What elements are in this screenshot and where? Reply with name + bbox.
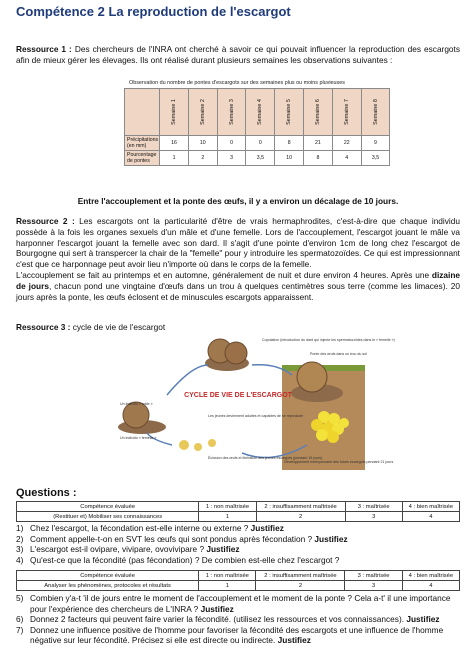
young-snails-illustration [179, 439, 216, 451]
diagram-label-bottom-mid: Éclosion des œufs et libération des jeunes escargots (pendant 15 jours) [208, 456, 323, 460]
grid-score-1[interactable]: 1 [199, 512, 256, 522]
ressource-1-body: Des chercheurs de l'INRA ont cherché à savoir ce qui pouvait influencer la reproduction des escargots afin de mieux gérer les élevages. Ils ont réalisé durant plusieurs semaines les observations suivantes : [16, 44, 460, 65]
question-item [16, 614, 460, 625]
question-text: Donnez 2 facteurs qui peuvent faire varier la fécondité. (utilisez les ressources et vos connaissances). Justifiez [30, 614, 440, 625]
grid-competence: Analyser les phénomènes, protocoles et résultats [17, 581, 199, 591]
grid-level-1: 1 : non maîtrisée [199, 502, 256, 512]
grid-level-4: 4 : bien maîtrisée [402, 502, 459, 512]
grid-level-4: 4 : bien maîtrisée [402, 571, 459, 581]
grid-level-2: 2 : insuffisamment maîtrisée [256, 571, 345, 581]
question-text: Combien y'a-t 'il de jours entre le moment de l'accouplement et le moment de la ponte ? Cela a-t' il une importance pour l'expérience des chercheurs de L'INRA ? Justifiez [30, 593, 451, 614]
diagram-label-right-top: Ponte des œufs dans un trou du sol [310, 352, 367, 356]
ressource-3-label: Ressource 3 : [16, 322, 71, 332]
grid-score-4[interactable]: 4 [402, 581, 459, 591]
ressource-2-body-c: , chacun pond une vingtaine d'œufs dans un trou à quelques centimètres sous terre (comme les limaces). 20 jours après la ponte, les œufs éclosent et de minuscules escargots apparaissent. [16, 280, 461, 302]
diagram-label-bottom-right: Développement embryonnaire des futurs escargots pendant 21 jours [284, 460, 394, 464]
diagram-label-top: Copulation (introduction du dard qui injecte les spermatozoïdes dans le « femelle ») [262, 338, 395, 342]
ressource-1-label: Ressource 1 : [16, 44, 72, 54]
table-cell: 0 [217, 136, 246, 151]
ressource-2-body-a: Les escargots ont la particularité d'être de vrais hermaphrodites, c'est-à-dire que chaque individu possède à la fois les organes sexuels d'un mâle et d'une femelle. Lors de l'accouplement, l'escargot jouant le mâle va harponner l'escargot jouant la femelle avec son dard. Il s'agit d'une pointe d'environ 1cm de long chez l'escargot de Bourgogne qui sert à transpercer la chair de la "femelle" pour y introduire les spermatozoïdes. Ce qui est impressionnant c'est que ce harponnage peut avoir lieu n'importe où dans le corps de la femelle. [16, 216, 460, 270]
question-text: Qu'est-ce que la fécondité (pas fécondation) ? De combien est-elle chez l'escargot ? [30, 554, 340, 565]
question-item [16, 555, 460, 566]
grid-level-2: 2 : insuffisamment maîtrisée [256, 502, 345, 512]
ressource-2-label: Ressource 2 : [16, 216, 75, 226]
table-cell: 4 [332, 151, 361, 166]
ressource-2-bold: dizaine de jours [16, 269, 460, 291]
grid-score-4[interactable]: 4 [402, 512, 459, 522]
table-cell: 1 [160, 151, 189, 166]
week-header: Semaine 1 [160, 89, 189, 136]
table-cell: 0 [246, 136, 275, 151]
table-cell: 10 [275, 151, 304, 166]
evaluation-grid-2 [16, 570, 460, 591]
week-header: Semaine 4 [246, 89, 275, 136]
question-item [16, 544, 460, 555]
table-cell: 9 [361, 136, 390, 151]
table-cell: 16 [160, 136, 189, 151]
row-label: Pourcentage de pontes [125, 151, 160, 166]
table-cell: 8 [275, 136, 304, 151]
grid-competence: (Restituer et) Mobiliser ses connaissances [17, 512, 199, 522]
grid-score-3[interactable]: 3 [345, 512, 402, 522]
diagram-label-left-bottom: Un individu « femelle » [120, 436, 157, 440]
week-header: Semaine 7 [332, 89, 361, 136]
table-cell: 8 [304, 151, 333, 166]
ressource-1-text [16, 44, 460, 66]
table-caption: Observation du nombre de pontes d'escargots sur des semaines plus ou moins pluvieuses [129, 80, 345, 86]
question-text: Comment appelle-t-on en SVT les œufs qui sont pondus après fécondation ? Justifiez [30, 533, 348, 544]
left-snail-illustration [118, 402, 166, 434]
row-label: Précipitations (en mm) [125, 136, 160, 151]
table-footer-note: Entre l'accouplement et la ponte des œufs, il y a environ un décalage de 10 jours. [77, 196, 399, 206]
grid-score-2[interactable]: 2 [256, 512, 345, 522]
question-number: 4) [16, 554, 24, 565]
cycle-arrow [167, 365, 208, 395]
question-item [16, 534, 460, 545]
question-number: 2) [16, 533, 24, 544]
table-cell: 22 [332, 136, 361, 151]
question-number: 5) [16, 593, 24, 603]
table-cell: 21 [304, 136, 333, 151]
page-title: Compétence 2 La reproduction de l'escargot [16, 4, 291, 19]
diagram-label-middle: Les jeunes deviennent adultes et capables de se reproduire [208, 414, 304, 418]
evaluation-grid-1 [16, 501, 460, 522]
week-header: Semaine 3 [217, 89, 246, 136]
diagram-center-label: CYCLE DE VIE DE L'ESCARGOT [184, 392, 292, 399]
week-header: Semaine 8 [361, 89, 390, 136]
question-number: 6) [16, 614, 24, 625]
table-cell: 3,5 [246, 151, 275, 166]
grid-score-3[interactable]: 3 [345, 581, 402, 591]
ressource-3-text [16, 322, 460, 333]
question-item [16, 523, 460, 534]
table-cell: 10 [188, 136, 217, 151]
question-text: Chez l'escargot, la fécondation est-elle interne ou externe ? Justifiez [30, 523, 284, 533]
ressource-2-text [16, 216, 460, 302]
grid-level-3: 3 : maîtrisée [345, 571, 402, 581]
grid-header-competence: Compétence évaluée [17, 571, 199, 581]
observation-table [124, 80, 380, 166]
question-item [16, 625, 460, 646]
ressource-3-body: cycle de vie de l'escargot [70, 322, 166, 332]
question-number: 3) [16, 544, 24, 555]
snail-life-cycle-diagram [112, 335, 395, 470]
questions-list-2 [16, 593, 460, 646]
diagram-label-left: Un individu « mâle » [120, 402, 153, 406]
grid-score-2[interactable]: 2 [256, 581, 345, 591]
week-header: Semaine 6 [304, 89, 333, 136]
week-header: Semaine 2 [188, 89, 217, 136]
question-number: 7) [16, 624, 24, 635]
question-text: L'escargot est-il ovipare, vivipare, ovovivipare ? Justifiez [30, 544, 240, 555]
grid-header-competence: Compétence évaluée [17, 502, 199, 512]
table-cell: 2 [188, 151, 217, 166]
grid-level-1: 1 : non maîtrisée [199, 571, 256, 581]
questions-list-1 [16, 523, 460, 565]
table-corner [125, 89, 160, 136]
questions-heading: Questions : [16, 487, 77, 499]
grid-score-1[interactable]: 1 [199, 581, 256, 591]
mating-snails-illustration [205, 339, 249, 371]
ressource-2-body-b: L'accouplement se fait au printemps et en automne, généralement de nuit et dure environ 4 heures. Après une [16, 269, 432, 280]
table-cell: 3 [217, 151, 246, 166]
week-header: Semaine 5 [275, 89, 304, 136]
question-number: 1) [16, 523, 24, 533]
question-text: Donnez une influence positive de l'homme pour favoriser la fécondité des escargots et une influence de l'homme négative sur leur fécondité. Précisez si elle est directe ou indirecte. Justifiez [30, 624, 444, 646]
table-cell: 3,5 [361, 151, 390, 166]
question-item [16, 593, 460, 614]
grid-level-3: 3 : maîtrisée [345, 502, 402, 512]
